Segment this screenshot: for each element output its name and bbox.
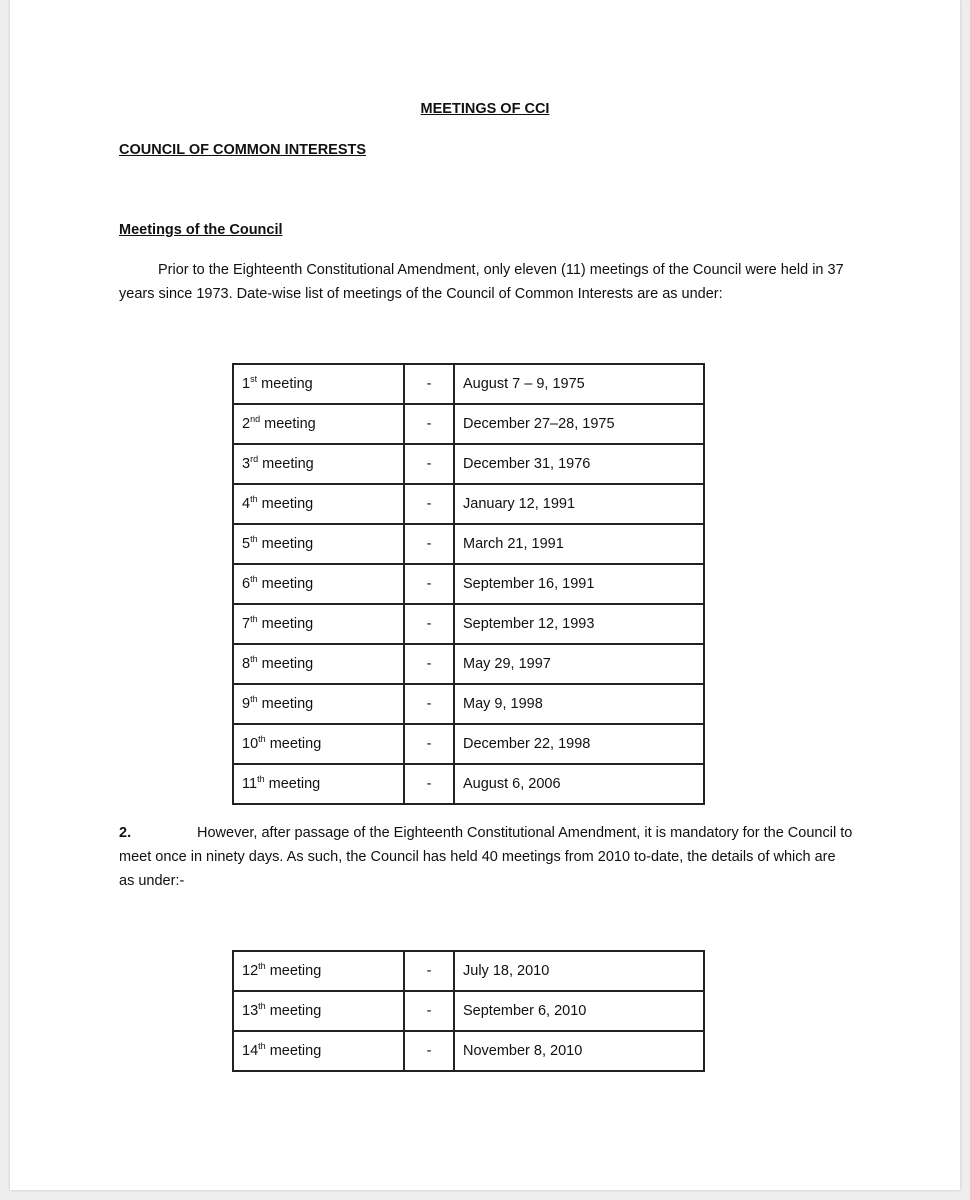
intro-paragraph <box>119 258 854 306</box>
meeting-date-cell: July 18, 2010 <box>454 951 704 991</box>
meeting-number: 13 <box>242 1003 259 1019</box>
ordinal-suffix: th <box>258 1041 266 1051</box>
ordinal-suffix: th <box>258 734 266 744</box>
separator-cell: - <box>404 724 454 764</box>
meeting-number: 14 <box>242 1043 259 1059</box>
meeting-date-cell: May 29, 1997 <box>454 644 704 684</box>
separator-cell: - <box>404 684 454 724</box>
meeting-number-cell <box>233 524 404 564</box>
meeting-date-cell: August 6, 2006 <box>454 764 704 804</box>
table-row <box>233 684 704 724</box>
meeting-number-cell <box>233 951 404 991</box>
meeting-date-cell: November 8, 2010 <box>454 1031 704 1071</box>
meeting-number: 6 <box>242 576 251 592</box>
meeting-number: 10 <box>242 736 259 752</box>
table-row <box>233 991 704 1031</box>
meeting-label: meeting <box>261 536 314 552</box>
meeting-label: meeting <box>262 456 314 472</box>
ordinal-suffix: th <box>258 1001 266 1011</box>
table-row <box>233 484 704 524</box>
separator-cell: - <box>404 444 454 484</box>
separator-cell: - <box>404 951 454 991</box>
ordinal-suffix: th <box>258 961 266 971</box>
meeting-date-cell: December 27–28, 1975 <box>454 404 704 444</box>
meeting-label: meeting <box>264 416 316 432</box>
meeting-date-cell: August 7 – 9, 1975 <box>454 364 704 404</box>
meeting-date-cell: March 21, 1991 <box>454 524 704 564</box>
table-row <box>233 764 704 804</box>
table-row <box>233 604 704 644</box>
meeting-number: 7 <box>242 616 251 632</box>
ordinal-suffix: th <box>250 694 258 704</box>
meeting-number-cell <box>233 1031 404 1071</box>
separator-cell: - <box>404 991 454 1031</box>
ordinal-suffix: th <box>250 534 258 544</box>
ordinal-suffix: th <box>250 494 258 504</box>
meeting-label: meeting <box>269 963 322 979</box>
meeting-number-cell <box>233 484 404 524</box>
separator-cell: - <box>404 484 454 524</box>
meeting-label: meeting <box>261 656 314 672</box>
meeting-date-cell: December 22, 1998 <box>454 724 704 764</box>
separator-cell: - <box>404 524 454 564</box>
meeting-number-cell <box>233 404 404 444</box>
table-row <box>233 951 704 991</box>
meeting-label: meeting <box>261 616 314 632</box>
meeting-date-cell: September 16, 1991 <box>454 564 704 604</box>
meeting-date-cell: December 31, 1976 <box>454 444 704 484</box>
meeting-number: 9 <box>242 696 251 712</box>
table-row <box>233 404 704 444</box>
ordinal-suffix: th <box>257 774 265 784</box>
meetings-table-after-amendment <box>232 950 705 1072</box>
table-row <box>233 364 704 404</box>
meeting-label: meeting <box>261 496 314 512</box>
separator-cell: - <box>404 564 454 604</box>
ordinal-suffix: th <box>250 574 258 584</box>
table-row <box>233 724 704 764</box>
meeting-label: meeting <box>261 376 313 392</box>
meeting-number: 4 <box>242 496 251 512</box>
paragraph-2-text: However, after passage of the Eighteenth Constitutional Amendment, it is mandatory for the Council to meet once in ninety days. As such, the Council has held 40 meetings from 2010 to-date, the details of which are as under:- <box>119 825 853 889</box>
meeting-number-cell <box>233 644 404 684</box>
meeting-number: 5 <box>242 536 251 552</box>
subheading: Meetings of the Council <box>119 222 283 238</box>
table-row <box>233 444 704 484</box>
meetings-table-before-amendment <box>232 363 705 805</box>
meeting-number: 8 <box>242 656 251 672</box>
meeting-label: meeting <box>269 1003 322 1019</box>
meeting-number: 2 <box>242 416 251 432</box>
separator-cell: - <box>404 1031 454 1071</box>
separator-cell: - <box>404 604 454 644</box>
separator-cell: - <box>404 404 454 444</box>
paragraph-number: 2. <box>119 825 132 841</box>
meeting-date-cell: September 6, 2010 <box>454 991 704 1031</box>
separator-cell: - <box>404 364 454 404</box>
ordinal-suffix: th <box>250 654 258 664</box>
meeting-date-cell: January 12, 1991 <box>454 484 704 524</box>
separator-cell: - <box>404 764 454 804</box>
table-row <box>233 564 704 604</box>
meeting-number-cell <box>233 991 404 1031</box>
meeting-number-cell <box>233 564 404 604</box>
meeting-number-cell <box>233 764 404 804</box>
table-row <box>233 644 704 684</box>
table-row <box>233 1031 704 1071</box>
ordinal-suffix: nd <box>250 414 261 424</box>
meeting-number-cell <box>233 604 404 644</box>
meeting-number: 3 <box>242 456 251 472</box>
meeting-number: 12 <box>242 963 259 979</box>
document-title: MEETINGS OF CCI <box>420 101 550 117</box>
separator-cell: - <box>404 644 454 684</box>
meeting-label: meeting <box>269 736 322 752</box>
ordinal-suffix: th <box>250 614 258 624</box>
intro-paragraph-text: Prior to the Eighteenth Constitutional Amendment, only eleven (11) meetings of the Council were held in 37 years since 1973. Date-wise list of meetings of the Council of Common Interests are as under: <box>119 262 844 302</box>
meeting-number-cell <box>233 364 404 404</box>
meeting-number: 1 <box>242 376 251 392</box>
ordinal-suffix: rd <box>250 454 259 464</box>
meeting-label: meeting <box>261 696 314 712</box>
meeting-number-cell <box>233 684 404 724</box>
meeting-date-cell: May 9, 1998 <box>454 684 704 724</box>
table-row <box>233 524 704 564</box>
meeting-number: 11 <box>242 776 258 792</box>
ordinal-suffix: st <box>250 374 258 384</box>
meeting-date-cell: September 12, 1993 <box>454 604 704 644</box>
meeting-label: meeting <box>261 576 314 592</box>
meeting-number-cell <box>233 724 404 764</box>
meeting-number-cell <box>233 444 404 484</box>
meeting-label: meeting <box>269 1043 322 1059</box>
section-heading: COUNCIL OF COMMON INTERESTS <box>119 142 367 158</box>
paragraph-2 <box>119 821 854 893</box>
meeting-label: meeting <box>268 776 321 792</box>
